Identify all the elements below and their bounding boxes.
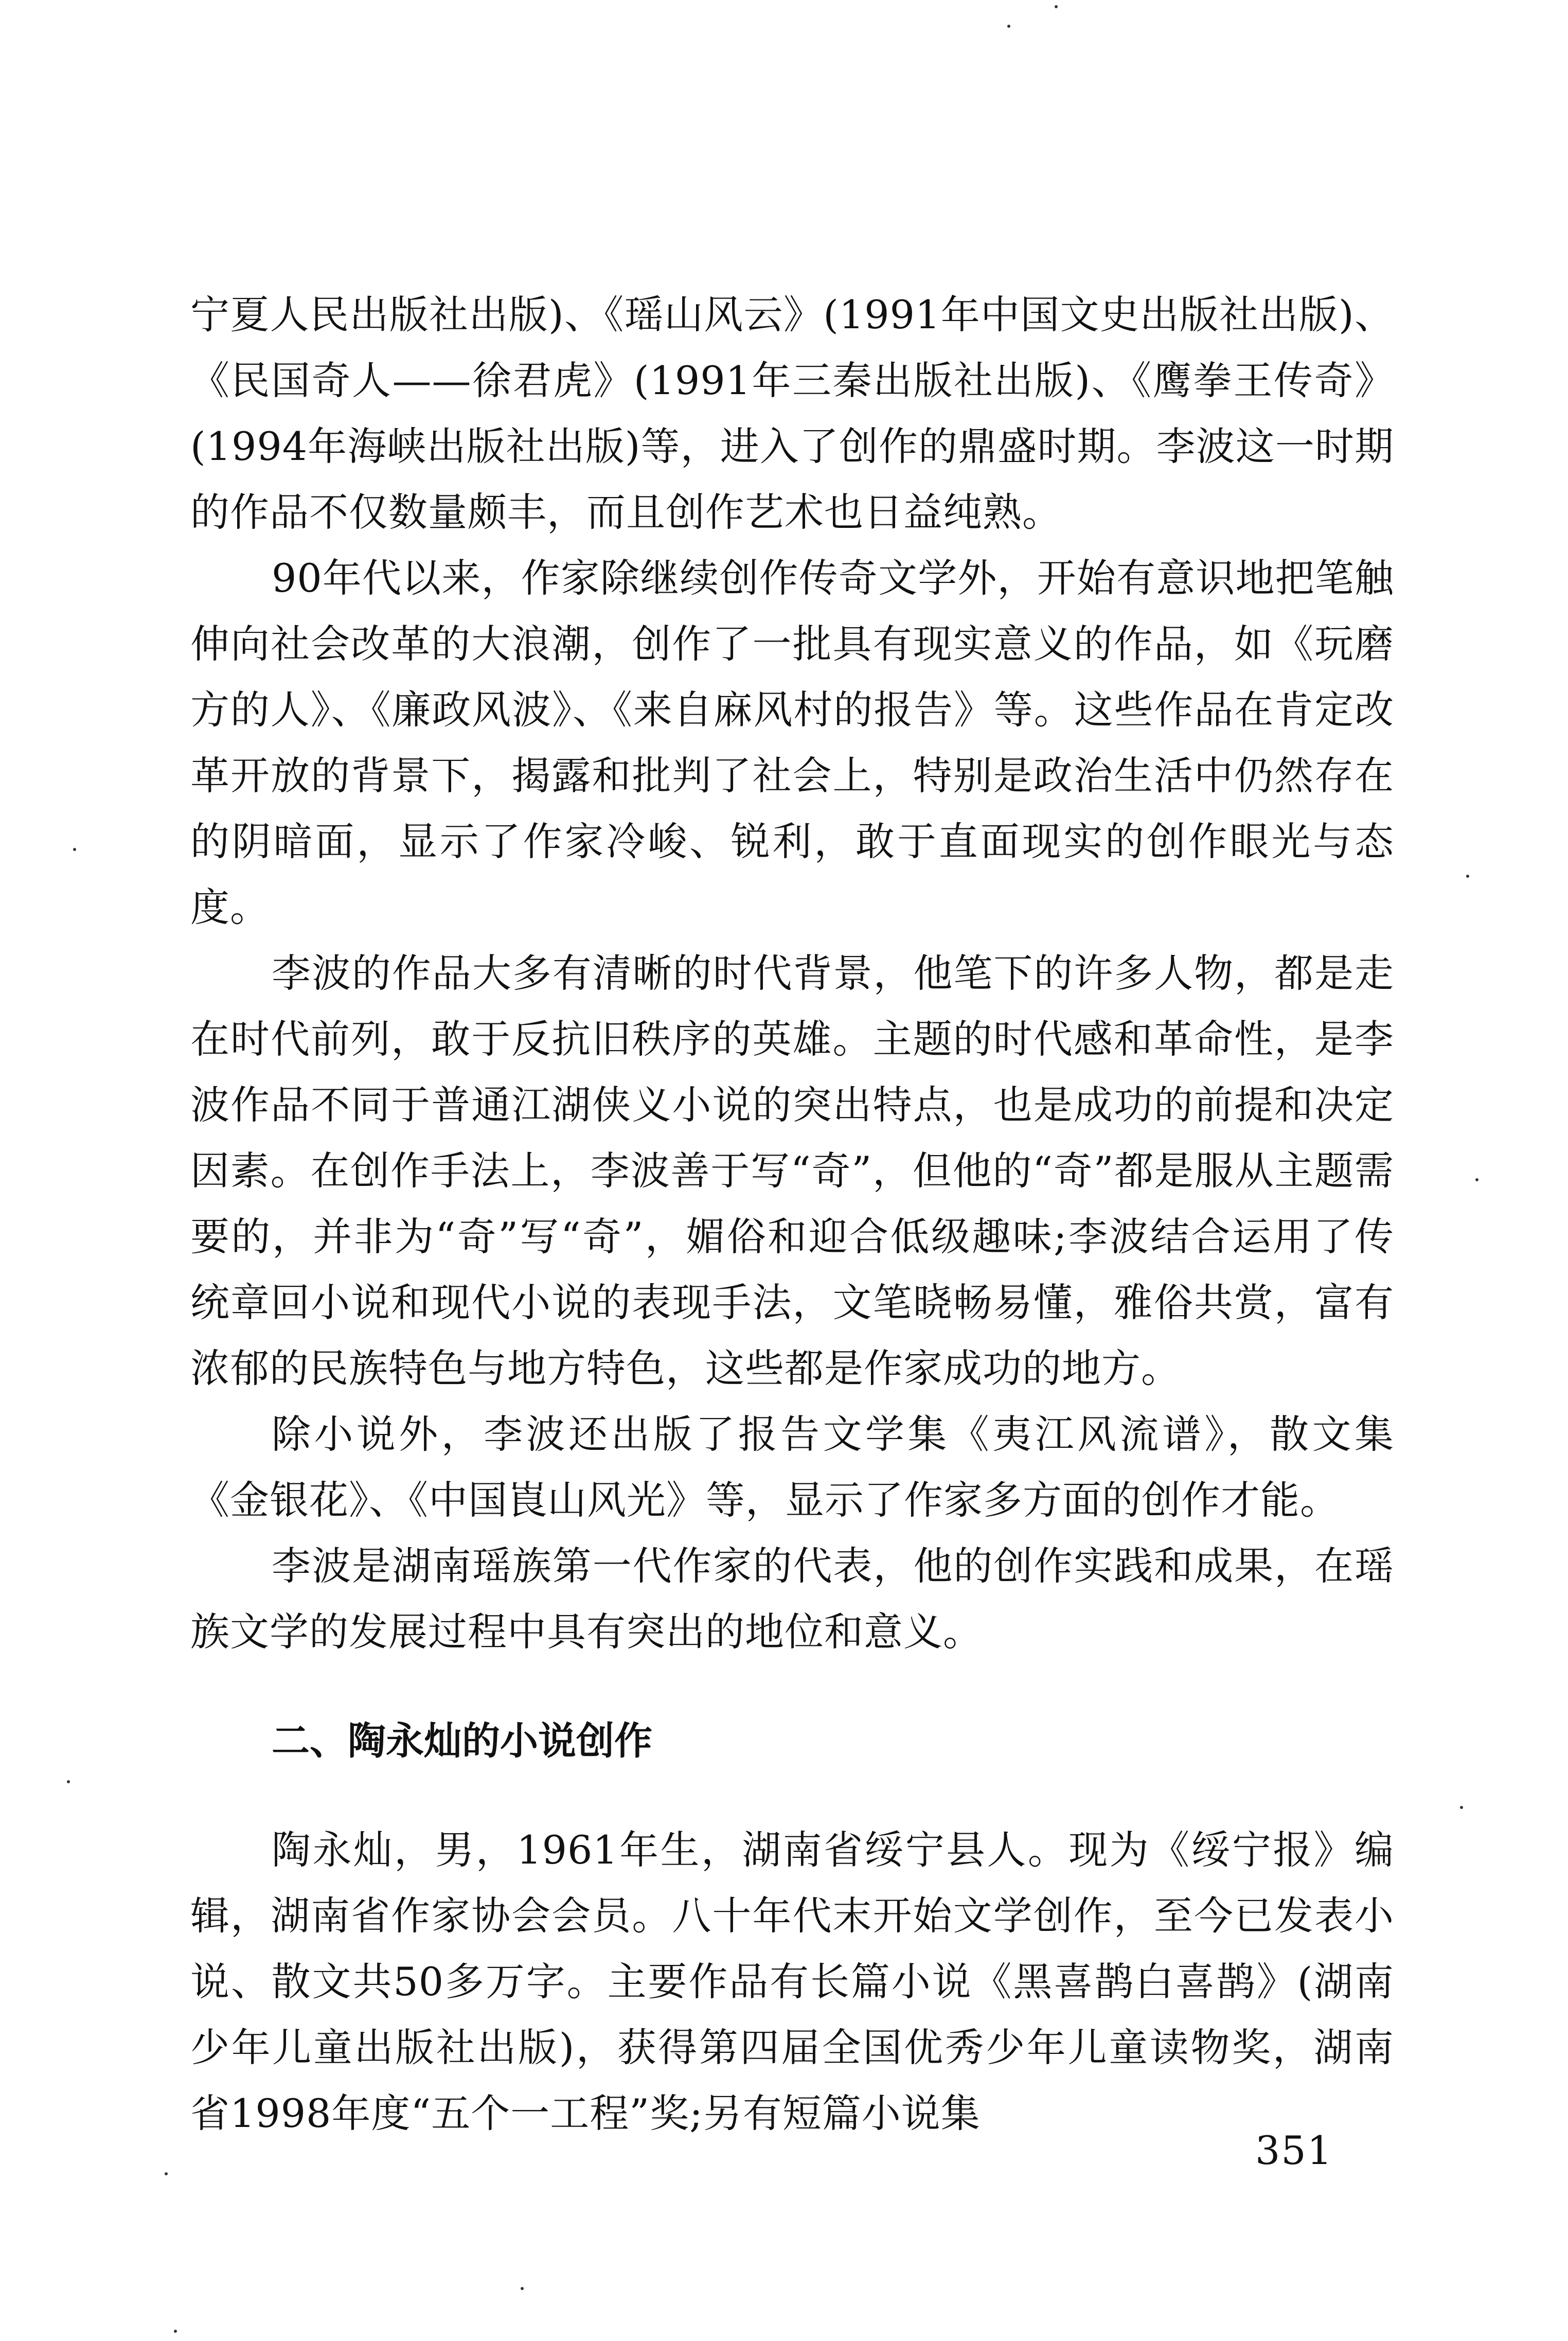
scan-speck: [1475, 1178, 1478, 1181]
scan-speck: [1055, 5, 1058, 8]
scan-speck: [1007, 25, 1010, 28]
page-number: 351: [1255, 2127, 1333, 2173]
scan-speck: [67, 1780, 70, 1783]
scan-speck: [521, 2287, 524, 2290]
section-heading: 二、陶永灿的小说创作: [272, 1719, 652, 1763]
paragraph: 除小说外，李波还出版了报告文学集《夷江风流谱》，散文集《金银花》、《中国崀山风光》等，显示了作家多方面的创作才能。: [190, 1411, 1394, 1523]
paragraph: 陶永灿，男，1961年生，湖南省绥宁县人。现为《绥宁报》编辑，湖南省作家协会会员。八十年代末开始文学创作，至今已发表小说、散文共50多万字。主要作品有长篇小说《黑喜鹊白喜鹊》(湖南少年儿童出版社出版)，获得第四届全国优秀少年儿童读物奖，湖南省1998年度“五个一工程”奖;另有短篇小说集: [190, 1827, 1394, 2136]
scan-speck: [174, 2330, 177, 2333]
paragraph: 90年代以来，作家除继续创作传奇文学外，开始有意识地把笔触伸向社会改革的大浪潮，创作了一批具有现实意义的作品，如《玩磨方的人》、《廉政风波》、《来自麻风村的报告》等。这些作品在肯定改革开放的背景下，揭露和批判了社会上，特别是政治生活中仍然存在的阴暗面，显示了作家冷峻、锐利，敢于直面现实的创作眼光与态度。: [190, 555, 1394, 930]
body-text: [190, 282, 1394, 2147]
paragraph: 李波是湖南瑶族第一代作家的代表，他的创作实践和成果，在瑶族文学的发展过程中具有突出的地位和意义。: [190, 1543, 1394, 1655]
paragraph-continued: 宁夏人民出版社出版)、《瑶山风云》(1991年中国文史出版社出版)、《民国奇人——徐君虎》(1991年三秦出版社出版)、《鹰拳王传奇》(1994年海峡出版社出版)等，进入了创作的鼎盛时期。李波这一时期的作品不仅数量颇丰，而且创作艺术也日益纯熟。: [190, 292, 1394, 535]
scan-speck: [165, 2172, 168, 2175]
scan-speck: [1460, 1806, 1463, 1809]
paragraph: 李波的作品大多有清晰的时代背景，他笔下的许多人物，都是走在时代前列，敢于反抗旧秩序的英雄。主题的时代感和革命性，是李波作品不同于普通江湖侠义小说的突出特点，也是成功的前提和决定因素。在创作手法上，李波善于写“奇”，但他的“奇”都是服从主题需要的，并非为“奇”写“奇”，媚俗和迎合低级趣味;李波结合运用了传统章回小说和现代小说的表现手法，文笔晓畅易懂，雅俗共赏，富有浓郁的民族特色与地方特色，这些都是作家成功的地方。: [190, 950, 1394, 1391]
scan-speck: [73, 848, 76, 851]
scan-speck: [1466, 875, 1469, 878]
